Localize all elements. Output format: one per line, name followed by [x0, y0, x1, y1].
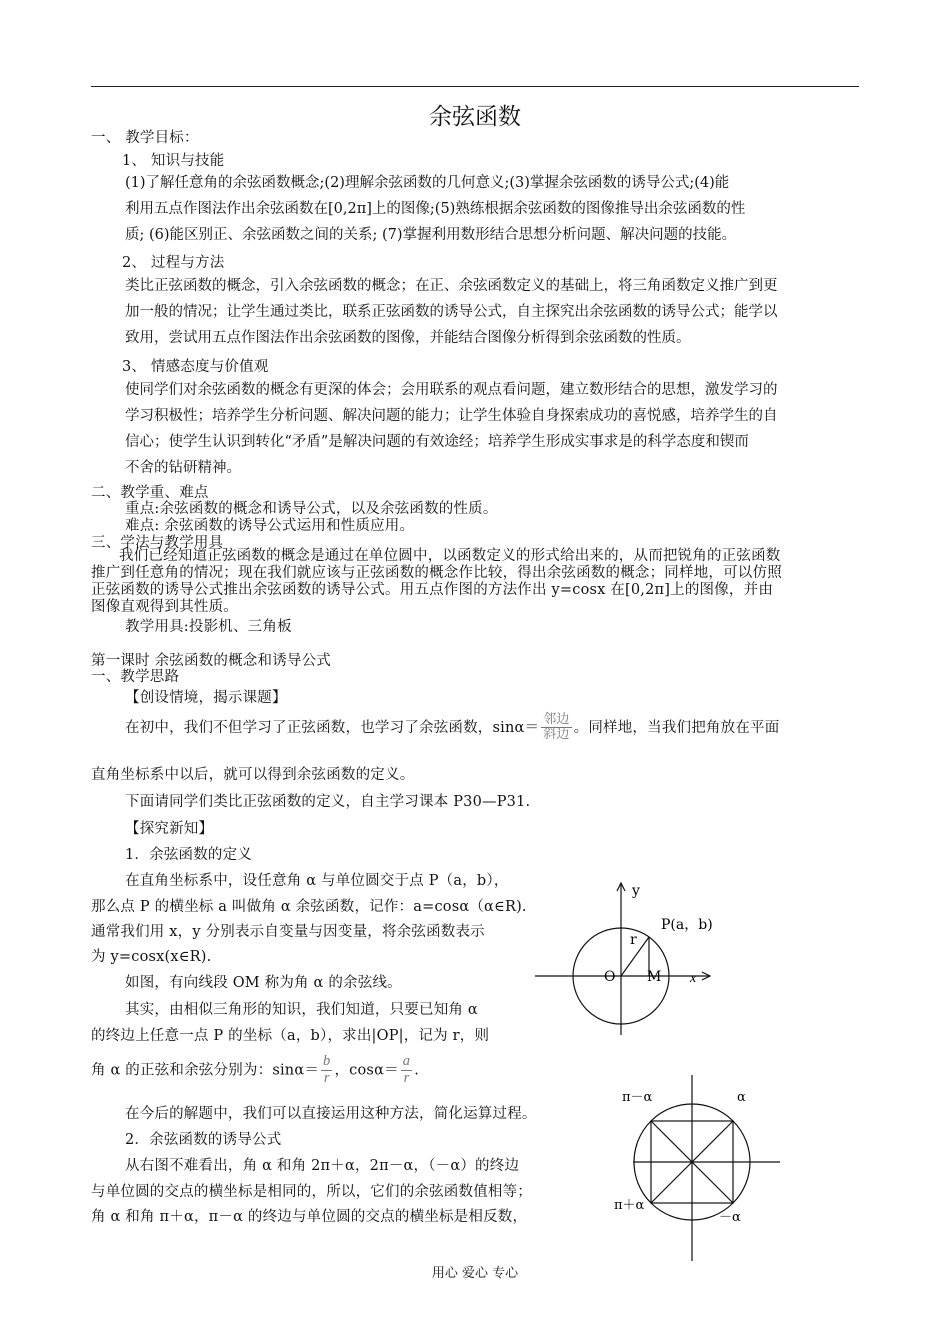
sec2-key: 重点:余弦函数的概念和诱导公式，以及余弦函数的性质。: [125, 501, 498, 517]
def-line-2: 那么点 P 的横坐标 a 叫做角 α 余弦函数，记作：a=cosα（α∈R).: [91, 899, 527, 915]
sec1-sub1-text: [125, 170, 745, 248]
text-line: (1)了解任意角的余弦函数概念;(2)理解余弦函数的几何意义;(3)掌握余弦函数的诱导公式;(4)能: [125, 175, 730, 191]
label-alpha: α: [737, 1090, 746, 1105]
sin-label: sinα＝: [272, 1062, 320, 1079]
sin-fraction: [321, 1054, 332, 1087]
induction-line-3: 角 α 和角 π＋α，π－α 的终边与单位圆的交点的横坐标是相反数，: [91, 1209, 528, 1225]
induction-heading: 2．余弦函数的诱导公式: [125, 1132, 282, 1148]
symmetric-angles-figure: [600, 1075, 800, 1265]
unit-circle-figure: [530, 875, 730, 1035]
sec2-heading: 二、教学重、难点: [91, 485, 209, 501]
def-line-3: 通常我们用 x，y 分别表示自变量与因变量，将余弦函数表示: [91, 924, 485, 940]
fraction-denominator: r: [323, 1069, 330, 1086]
point-m-label: M: [647, 969, 662, 985]
fraction-numerator: a: [402, 1053, 411, 1069]
intro-line: [125, 713, 779, 743]
sec1-sub3-heading: 3、 情感态度与价值观: [122, 359, 269, 375]
sec1-sub2-heading: 2、 过程与方法: [122, 255, 225, 271]
lesson-idea-heading: 一、教学思路: [91, 669, 180, 685]
cos-fraction: [401, 1054, 412, 1087]
intro-text-b: 。同样地，当我们把角放在平面: [573, 719, 780, 736]
sec1-sub3-text: [125, 377, 778, 481]
def-line-1: 在直角坐标系中，设任意角 α 与单位圆交于点 P（a，b），: [125, 873, 509, 889]
sec1-sub1-heading: 1、 知识与技能: [122, 153, 225, 169]
text-line: 利用五点作图法作出余弦函数在[0,2π]上的图像;(5)熟练根据余弦函数的图像推导出余弦函数的性: [125, 201, 746, 217]
formula-end: .: [414, 1062, 420, 1079]
sec3-heading: 三、学法与教学用具: [91, 535, 224, 551]
formula-line: [91, 1054, 419, 1087]
text-line: 类比正弦函数的概念，引入余弦函数的概念；在正、余弦函数定义的基础上，将三角函数定义推广到更: [125, 278, 778, 294]
origin-label: O: [604, 969, 616, 985]
text-line: 推广到任意角的情况；现在我们就应该与正弦函数的概念作比较，得出余弦函数的概念；同样地，可以仿照: [91, 565, 782, 581]
induction-line-2: 与单位圆的交点的横坐标是相同的，所以，它们的余弦函数值相等；: [91, 1184, 532, 1200]
text-line: 不舍的钻研精神。: [125, 460, 241, 476]
sec2-difficult: 难点: 余弦函数的诱导公式运用和性质应用。: [125, 518, 415, 534]
footer-text: 用心 爱心 专心: [431, 1266, 519, 1281]
sec1-sub2-text: [125, 273, 778, 351]
label-minus-alpha: －α: [719, 1210, 741, 1225]
later-line: 在今后的解题中，我们可以直接运用这种方法，简化运算过程。: [125, 1106, 537, 1122]
text-line: 图像直观得到其性质。: [91, 599, 238, 615]
fraction-numerator: 邻边: [543, 712, 570, 727]
text-line: 正弦函数的诱导公式推出余弦函数的诱导公式。用五点作图的方法作出 y=cosx 在[0,2π]上的图像，并由: [91, 582, 774, 598]
intro-line-2: 直角坐标系中以后，就可以得到余弦函数的定义。: [91, 767, 415, 783]
text-line: 致用，尝试用五点作图法作出余弦函数的图像，并能结合图像分析得到余弦函数的性质。: [125, 330, 691, 346]
induction-line-1: 从右图不难看出，角 α 和角 2π＋α，2π－α，（－α）的终边: [125, 1158, 520, 1174]
text-line: 我们已经知道正弦函数的概念是通过在单位圆中，以函数定义的形式给出来的，从而把锐角的正弦函数: [119, 548, 781, 564]
r-label: r: [630, 932, 637, 948]
text-line: 信心；使学生认识到转化“矛盾”是解决问题的有效途经；培养学生形成实事求是的科学态度和锲而: [125, 434, 749, 450]
text-line: 学习积极性；培养学生分析问题、解决问题的能力；让学生体验自身探索成功的喜悦感，培养学生的自: [125, 408, 778, 424]
point-p-label: P(a，b): [661, 917, 713, 933]
text-line: 使同学们对余弦函数的概念有更深的体会；会用联系的观点看问题，建立数形结合的思想，激发学习的: [125, 382, 778, 398]
text-line: 加一般的情况；让学生通过类比，联系正弦函数的诱导公式，自主探究出余弦函数的诱导公式；能学以: [125, 304, 778, 320]
similar-line-1: 其实，由相似三角形的知识，我们知道，只要已知角 α: [125, 1002, 478, 1018]
sec3-text: [91, 548, 782, 616]
sec1-heading: 一、 教学目标：: [91, 130, 199, 146]
page-title: 余弦函数: [429, 104, 521, 130]
header-rule: [91, 86, 859, 87]
om-line: 如图，有向线段 OM 称为角 α 的余弦线。: [125, 975, 402, 991]
formula-prefix: 角 α 的正弦和余弦分别为：: [91, 1062, 273, 1079]
x-label: x: [690, 971, 697, 986]
ratio-fraction: [541, 713, 571, 743]
text-line: 质; (6)能区别正、余弦函数之间的关系; (7)掌握利用数形结合思想分析问题、解决问题的技能。: [125, 227, 737, 243]
explore-heading: 【探究新知】: [125, 821, 214, 837]
definition-heading: 1．余弦函数的定义: [125, 847, 253, 863]
fraction-numerator: b: [323, 1053, 331, 1069]
scene-heading: 【创设情境，揭示课题】: [125, 690, 287, 706]
label-pi-plus-alpha: π＋α: [614, 1198, 645, 1213]
cos-label: ，cosα＝: [334, 1062, 399, 1079]
lesson-title: 第一课时 余弦函数的概念和诱导公式: [91, 653, 332, 669]
fraction-denominator: 斜边: [543, 727, 570, 743]
fraction-denominator: r: [403, 1069, 410, 1086]
intro-text-a: 在初中，我们不但学习了正弦函数，也学习了余弦函数，sinα＝: [125, 719, 540, 736]
self-study-line: 下面请同学们类比正弦函数的定义，自主学习课本 P30—P31.: [125, 794, 531, 810]
sec3-tools: 教学用具:投影机、三角板: [125, 619, 292, 635]
similar-line-2: 的终边上任意一点 P 的坐标（a，b），求出|OP|，记为 r，则: [91, 1028, 490, 1044]
def-line-4: 为 y=cosx(x∈R).: [91, 949, 212, 965]
y-label: y: [632, 883, 640, 899]
label-pi-minus-alpha: π－α: [622, 1090, 653, 1105]
